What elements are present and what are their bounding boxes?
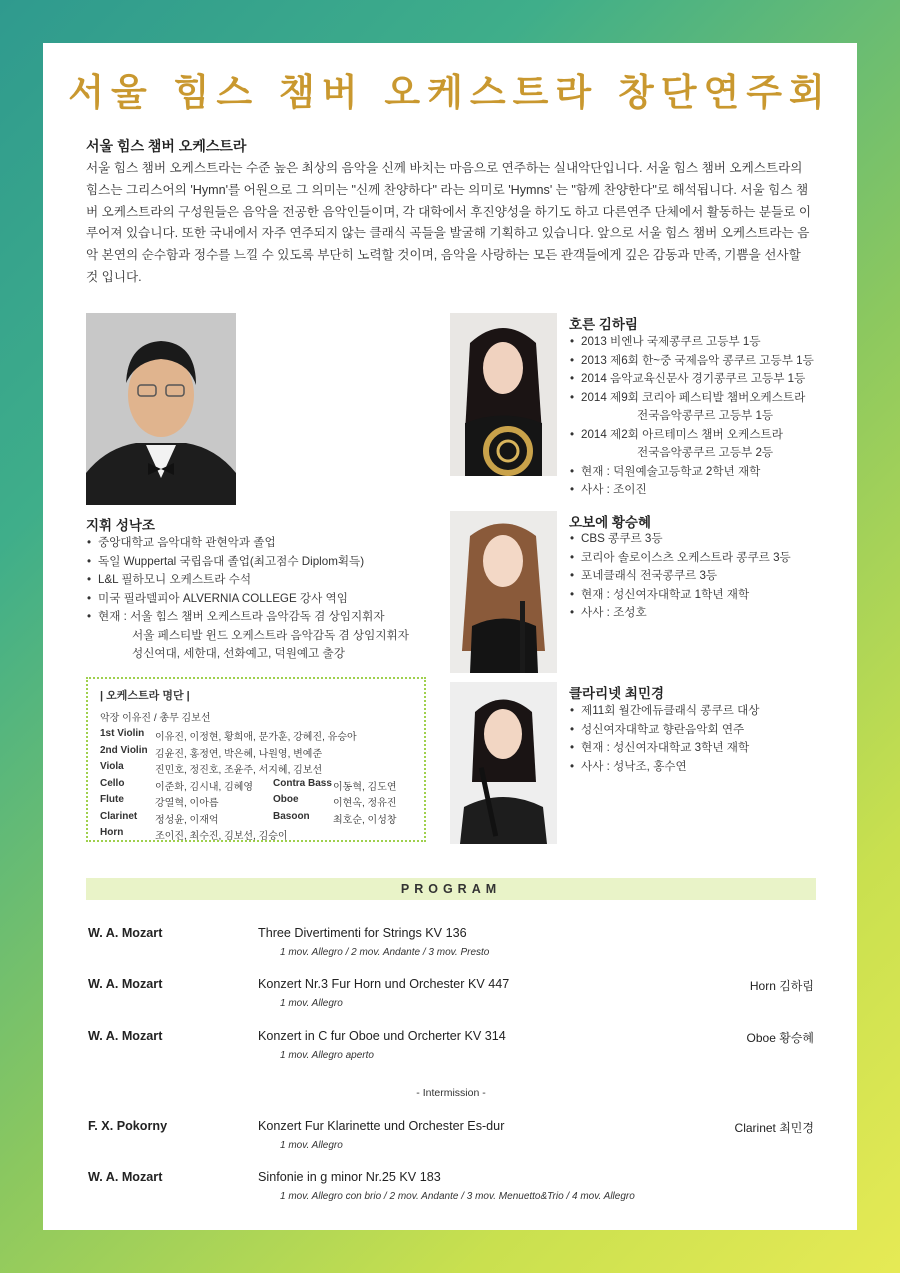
roster-members: 이유진, 이정현, 황희애, 문가훈, 강혜진, 유승아	[155, 732, 357, 743]
list-item: • 독일 Wuppertal 국립음대 졸업(최고점수 Diplom획득)	[86, 553, 409, 572]
roster-section: 1st Violin	[100, 728, 145, 739]
roster-section: Flute	[100, 794, 124, 805]
intro-heading: 서울 힘스 챔버 오케스트라	[86, 138, 247, 154]
list-item: • 중앙대학교 음악대학 관현악과 졸업	[86, 534, 409, 553]
roster-members: 최호순, 이성창	[333, 814, 397, 826]
conductor-current-cont: 서울 페스티발 윈드 오케스트라 음악감독 겸 상임지휘자	[132, 628, 409, 642]
list-item: • CBS 콩쿠르 3등	[569, 530, 791, 549]
list-item: • 현재 : 성신여자대학교 3학년 재학	[569, 739, 760, 758]
intermission-label: - Intermission -	[416, 1087, 486, 1099]
roster-members: 조이진, 최수진, 김보선, 김승이	[155, 831, 288, 842]
roster-section: Basoon	[273, 810, 310, 822]
list-item: • 미국 필라델피아 ALVERNIA COLLEGE 강사 역임	[86, 590, 409, 609]
soloist: Clarinet 최민경	[734, 1121, 814, 1135]
movements: 1 mov. Allegro	[280, 1140, 343, 1151]
roster-row	[100, 794, 397, 811]
horn-item: 사사 : 조이진	[581, 483, 647, 496]
list-item	[569, 481, 814, 500]
roster-section: Horn	[100, 827, 124, 838]
list-item: • 사사 : 조성호	[569, 604, 791, 623]
list-item	[86, 608, 409, 664]
roster-heading: | 오케스트라 명단 |	[100, 690, 190, 702]
roster-section: Viola	[100, 761, 124, 772]
conductor-bio	[86, 534, 409, 664]
roster-row	[100, 728, 397, 745]
horn-item: 2013 비엔나 국제콩쿠르 고등부 1등	[581, 335, 761, 348]
composer: W. A. Mozart	[88, 977, 163, 991]
list-item: • 현재 : 성신여자대학교 1학년 재학	[569, 586, 791, 605]
roster-row	[100, 811, 397, 828]
horn-item: 2013 제6회 한~중 국제음악 콩쿠르 고등부 1등	[581, 353, 814, 367]
poster-title: 서울 힘스 챔버 오케스트라 창단연주회	[68, 71, 832, 114]
oboe-player-photo	[450, 511, 557, 673]
soloist: Oboe 황승혜	[746, 1031, 814, 1045]
roster-members: 정성윤, 이재억	[155, 814, 219, 826]
orchestra-roster	[86, 677, 426, 842]
movements: 1 mov. Allegro con brio / 2 mov. Andante / 3 mov. Menuetto&Trio / 4 mov. Allegro	[280, 1191, 635, 1202]
horn-player-photo	[450, 313, 557, 476]
intro-text: 서울 힘스 챔버 오케스트라는 수준 높은 최상의 음악을 신께 바치는 마음으로 연주하는 실내악단입니다. 서울 힘스 챔버 오케스트라의 힘스는 그리스어의 'Hymn'를 어원으로 그 의미는 "신께 찬양하다" 라는 의미로 'Hymns' 는 "함께 찬양한다"로 해석됩니다. 서울 힘스 챔버 오케스트라의 구성원들은 음악을 전공한 음악인들이며, 각 대학에서 후진양성을 하기도 하고 다른연주 단체에서 활동하는 분들로 이루어져 있습니다. 또한 국내에서 자주 연주되지 않는 클래식 곡들을 발굴해 기획하고 있습니다. 앞으로 서울 힘스 챔버 오케스트라는 음악 본연의 순수함과 정수를 느낄 수 있도록 부단히 노력할 것이며, 음악을 사랑하는 모든 관객들에게 깊은 감동과 만족, 기쁨을 선사할 것 입니다.	[86, 161, 812, 284]
oboe-bio	[569, 530, 791, 623]
composer: F. X. Pokorny	[88, 1119, 168, 1133]
horn-heading: 호른 김하림	[569, 317, 638, 332]
soloist: Horn 김하림	[749, 979, 814, 993]
list-item: • 사사 : 성낙조, 홍수연	[569, 758, 760, 777]
conductor-current: 현재 : 서울 힘스 챔버 오케스트라 음악감독 겸 상임지휘자	[98, 610, 385, 623]
composer: W. A. Mozart	[88, 926, 163, 940]
roster-row	[100, 778, 397, 795]
horn-item: 2014 음악교육신문사 경기콩쿠르 고등부 1등	[581, 372, 806, 385]
horn-item: 2014 제2회 아르테미스 챔버 오케스트라	[581, 427, 783, 441]
work-title: Konzert in C fur Oboe und Orcherter KV 314	[258, 1029, 506, 1043]
clarinet-heading: 클라리넷 최민경	[569, 686, 665, 701]
roster-table	[100, 728, 397, 844]
list-item: • 성신여자대학교 향란음악회 연주	[569, 721, 760, 740]
roster-members: 김윤진, 홍정연, 박은혜, 나원영, 변예준	[155, 748, 323, 760]
roster-row	[100, 745, 397, 762]
roster-row	[100, 827, 397, 844]
movements: 1 mov. Allegro / 2 mov. Andante / 3 mov. Presto	[280, 947, 490, 958]
work-title: Three Divertimenti for Strings KV 136	[258, 926, 467, 940]
roster-members: 이현옥, 정유진	[333, 798, 397, 809]
roster-members: 이준화, 김시내, 김혜영	[155, 781, 254, 793]
movements: 1 mov. Allegro aperto	[280, 1050, 374, 1061]
roster-row	[100, 761, 397, 778]
conductor-photo	[86, 313, 236, 505]
work-title: Konzert Fur Klarinette und Orchester Es-dur	[258, 1119, 505, 1133]
work-title: Sinfonie in g minor Nr.25 KV 183	[258, 1170, 441, 1184]
oboe-heading: 오보에 황승혜	[569, 515, 651, 530]
horn-bio	[569, 333, 814, 500]
composer: W. A. Mozart	[88, 1170, 163, 1184]
movements: 1 mov. Allegro	[280, 998, 343, 1009]
roster-section: Clarinet	[100, 810, 138, 822]
list-item	[569, 352, 814, 371]
list-item	[569, 370, 814, 389]
horn-item: 현재 : 덕원예술고등학교 2학년 재학	[581, 464, 761, 478]
roster-members: 이동혁, 김도연	[333, 781, 397, 793]
list-item: • L&L 필하모니 오케스트라 수석	[86, 571, 409, 590]
list-item	[569, 333, 814, 352]
list-item	[569, 389, 814, 426]
roster-section: 2nd Violin	[100, 744, 148, 756]
composer: W. A. Mozart	[88, 1029, 163, 1043]
list-item: • 제11회 월간에듀클래식 콩쿠르 대상	[569, 702, 760, 721]
program-heading: PROGRAM	[86, 878, 816, 900]
roster-members: 강열혁, 이아름	[155, 798, 219, 809]
roster-section: Cello	[100, 777, 125, 789]
list-item	[569, 463, 814, 482]
horn-item-cont: 전국음악콩쿠르 고등부 1등	[637, 409, 774, 422]
clarinet-bio	[569, 702, 760, 776]
horn-item-cont: 전국음악콩쿠르 고등부 2등	[637, 446, 774, 459]
roster-section: Oboe	[273, 794, 299, 805]
roster-lead: 악장 이유진 / 총무 김보선	[100, 713, 211, 724]
list-item	[569, 426, 814, 463]
conductor-heading: 지휘 성낙조	[86, 518, 155, 533]
list-item: • 포네클래식 전국콩쿠르 3등	[569, 567, 791, 586]
roster-members: 진민호, 정진호, 조윤주, 서지혜, 김보선	[155, 765, 323, 776]
list-item: • 코리아 솔로이스츠 오케스트라 콩쿠르 3등	[569, 549, 791, 568]
work-title: Konzert Nr.3 Fur Horn und Orchester KV 447	[258, 977, 510, 991]
horn-item: 2014 제9회 코리아 페스티발 챔버오케스트라	[581, 390, 806, 404]
roster-section: Contra Bass	[273, 777, 332, 789]
clarinet-player-photo	[450, 682, 557, 844]
conductor-current-cont: 성신여대, 세한대, 선화예고, 덕원예고 출강	[132, 647, 345, 660]
